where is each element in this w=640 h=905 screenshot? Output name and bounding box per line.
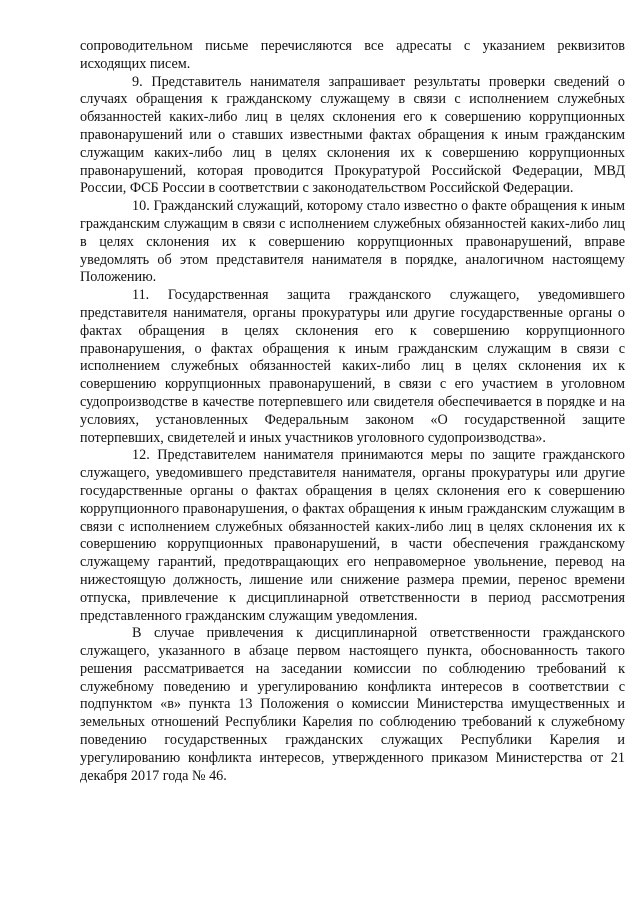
document-page: [80, 38, 625, 785]
paragraph-continuation: сопроводительном письме перечисляются все адресаты с указанием реквизитов исходящих писем.: [80, 38, 625, 72]
paragraph-9: 9. Представитель нанимателя запрашивает результаты проверки сведений о случаях обращения к гражданскому служащему в связи с исполнением служебных обязанностей каких-либо лиц в целях склонения его к совершению коррупционных правонарушений или о ставших известными фактах обращения к иным гражданским служащим каких-либо лиц в целях склонения их к совершению коррупционных правонарушений, которая проводится Прокуратурой Российской Федерации, МВД России, ФСБ России в соответствии с законодательством Российской Федерации.: [80, 73, 625, 197]
paragraph-11: 11. Государственная защита гражданского служащего, уведомившего представителя нанимателя, органы прокуратуры или другие государственные органы о фактах обращения в целях склонения его к совершению коррупционного правонарушения, о фактах обращения к иным гражданским служащим в связи с исполнением служебных обязанностей каких-либо лиц в целях склонения их к совершению коррупционных правонарушений, в связи с его участием в уголовном судопроизводстве в качестве потерпевшего или свидетеля обеспечивается в порядке и на условиях, установленных Федеральным законом «О государственной защите потерпевших, свидетелей и иных участников уголовного судопроизводства».: [80, 287, 625, 446]
paragraph-12: 12. Представителем нанимателя принимаются меры по защите гражданского служащего, уведомившего представителя нанимателя, органы прокуратуры или другие государственные органы о фактах обращения в целях склонения его к совершению коррупционного правонарушения, о фактах обращения к иным гражданским служащим в связи с исполнением служебных обязанностей каких-либо лиц в целях склонения их к совершению коррупционных правонарушений, в части обеспечения гражданскому служащему гарантий, предотвращающих его неправомерное увольнение, перевод на нижестоящую должность, лишение или снижение размера премии, перенос времени отпуска, привлечение к дисциплинарной ответственности в период рассмотрения представленного гражданским служащим уведомления.: [80, 447, 625, 624]
paragraph-12-second: В случае привлечения к дисциплинарной ответственности гражданского служащего, указанного в абзаце первом настоящего пункта, обоснованность такого решения рассматривается на заседании комиссии по соблюдению требований к служебному поведению и урегулированию конфликта интересов в соответствии с подпунктом «в» пункта 13 Положения о комиссии Министерства имущественных и земельных отношений Республики Карелия по соблюдению требований к служебному поведению государственных гражданских служащих Республики Карелия и урегулированию конфликта интересов, утвержденного приказом Министерства от 21 декабря 2017 года № 46.: [80, 625, 625, 784]
paragraph-10: 10. Гражданский служащий, которому стало известно о факте обращения к иным гражданским служащим в связи с исполнением служебных обязанностей каких-либо лиц в целях склонения их к совершению коррупционных правонарушений, вправе уведомлять об этом представителя нанимателя в порядке, аналогичном настоящему Положению.: [80, 198, 625, 286]
